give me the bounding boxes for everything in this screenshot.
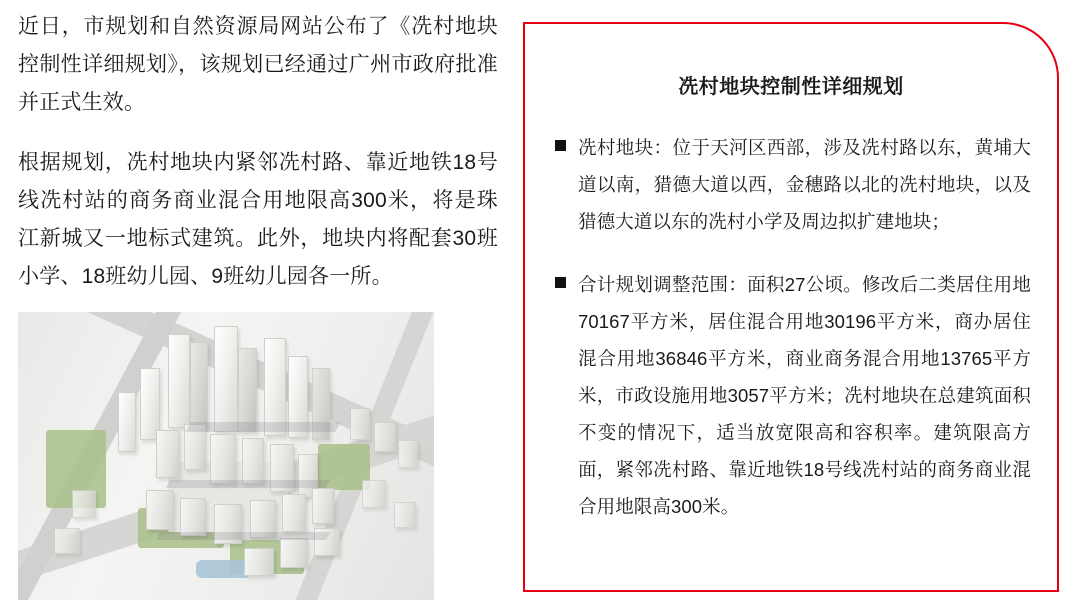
square-bullet-icon — [555, 277, 566, 288]
summary-panel-title: 冼村地块控制性详细规划 — [678, 76, 904, 98]
rendering-building — [146, 490, 174, 530]
site-rendering-image — [18, 312, 434, 600]
rendering-building — [210, 434, 236, 484]
rendering-building — [168, 334, 190, 428]
rendering-building — [394, 502, 416, 528]
rendering-building — [350, 408, 370, 440]
list-item — [555, 129, 1031, 240]
summary-bullet-text: 合计规划调整范围：面积27公顷。修改后二类居住用地70167平方米，居住混合用地30196平方米，商办居住混合用地36846平方米，商业商务混合用地13765平方米，市政设施用地3057平方米；冼村地块在总建筑面积不变的情况下，适当放宽限高和容积率。建筑限高方面，紧邻冼村路、靠近地铁18号线冼村站的商务商业混合用地限高300米。 — [578, 274, 1031, 517]
rendering-building — [214, 326, 238, 432]
article-left-column — [18, 8, 498, 588]
rendering-building — [362, 480, 386, 508]
rendering-building — [190, 342, 208, 428]
rendering-shadow — [185, 422, 340, 432]
rendering-building — [282, 494, 306, 532]
article-paragraph-2: 根据规划，冼村地块内紧邻冼村路、靠近地铁18号线冼村站的商务商业混合用地限高300米，将是珠江新城又一地标式建筑。此外，地块内将配套30班小学、18班幼儿园、9班幼儿园各一所。 — [18, 151, 498, 288]
rendering-building — [312, 488, 334, 524]
rendering-building — [244, 548, 274, 576]
rendering-water — [196, 560, 250, 578]
article-paragraph-1: 近日，市规划和自然资源局网站公布了《冼村地块控制性详细规划》，该规划已经通过广州市政府批准并正式生效。 — [18, 15, 498, 114]
square-bullet-icon — [555, 140, 566, 151]
rendering-building — [374, 422, 396, 452]
rendering-building — [242, 438, 264, 484]
rendering-building — [398, 440, 418, 468]
summary-bullet-list — [555, 129, 1031, 525]
rendering-building — [72, 490, 96, 518]
rendering-shadow — [166, 480, 330, 488]
summary-bullet-text: 冼村地块：位于天河区西部，涉及冼村路以东，黄埔大道以南，猎德大道以西，金穗路以北的冼村地块，以及猎德大道以东的冼村小学及周边拟扩建地块； — [578, 137, 1031, 232]
rendering-building — [238, 348, 257, 432]
rendering-building — [180, 498, 206, 536]
rendering-building — [280, 538, 308, 568]
rendering-building — [118, 392, 136, 452]
rendering-building — [156, 430, 180, 478]
list-item — [555, 266, 1031, 525]
summary-panel — [523, 22, 1059, 592]
rendering-shadow — [156, 532, 330, 540]
rendering-building — [54, 528, 80, 554]
